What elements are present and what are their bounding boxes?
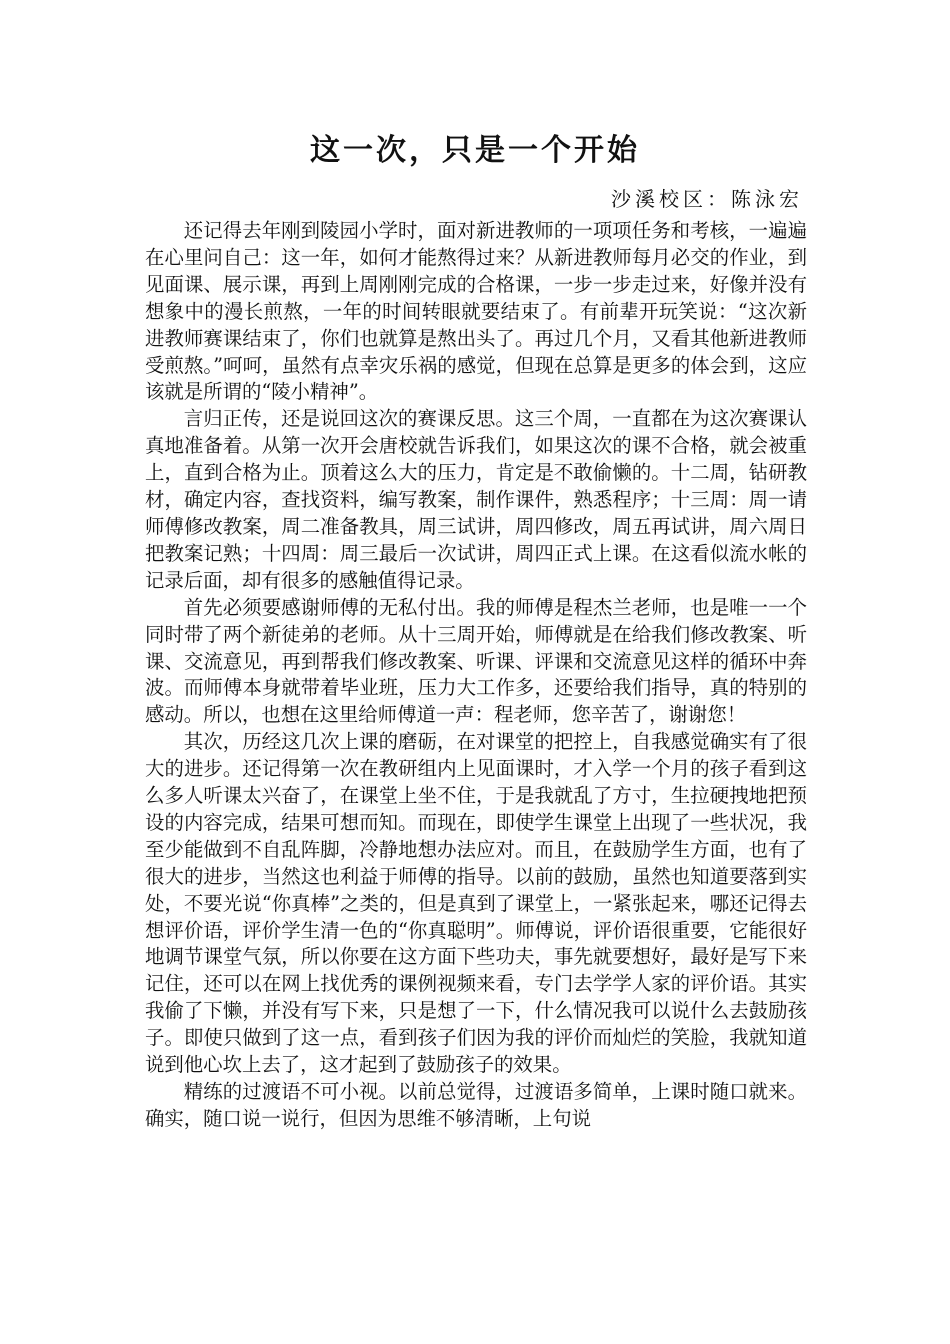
paragraph-2: 言归正传，还是说回这次的赛课反思。这三个周，一直都在为这次赛课认真地准备着。从第一次开会唐校就告诉我们，如果这次的课不合格，就会被重上，直到合格为止。顶着这么大的压力，肯定是不敢偷懒的。十二周，钻研教材，确定内容，查找资料，编写教案，制作课件，熟悉程序；十三周：周一请师傅修改教案，周二准备教具，周三试讲，周四修改，周五再试讲，周六周日把教案记熟；十四周：周三最后一次试讲，周四正式上课。在这看似流水帐的记录后面，却有很多的感触值得记录。 <box>145 407 807 592</box>
paragraph-4: 其次，历经这几次上课的磨砺，在对课堂的把控上，自我感觉确实有了很大的进步。还记得第一次在教研组内上见面课时，才入学一个月的孩子看到这么多人听课太兴奋了，在课堂上坐不住，于是我就乱了方寸，生拉硬拽地把预设的内容完成，结果可想而知。而现在，即使学生课堂上出现了一些状况，我至少能做到不自乱阵脚，冷静地想办法应对。而且，在鼓励学生方面，也有了很大的进步，当然这也利益于师傅的指导。以前的鼓励，虽然也知道要落到实处，不要光说“你真棒”之类的，但是真到了课堂上，一紧张起来，哪还记得去想评价语，评价学生清一色的“你真聪明”。师傅说，评价语很重要，它能很好地调节课堂气氛，所以你要在这方面下些功夫，事先就要想好，最好是写下来记住，还可以在网上找优秀的课例视频来看，专门去学学人家的评价语。其实我偷了下懒，并没有写下来，只是想了一下，什么情况我可以说什么去鼓励孩子。即使只做到了这一点，看到孩子们因为我的评价而灿烂的笑脸，我就知道说到他心坎上去了，这才起到了鼓励孩子的效果。 <box>145 730 807 1077</box>
document-body <box>145 218 807 1133</box>
document-title: 这一次，只是一个开始 <box>310 133 640 168</box>
paragraph-5: 精练的过渡语不可小视。以前总觉得，过渡语多简单，上课时随口就来。确实，随口说一说行，但因为思维不够清晰，上句说 <box>145 1080 807 1130</box>
author-line: 沙溪校区：陈泳宏 <box>611 187 803 211</box>
paragraph-1: 还记得去年刚到陵园小学时，面对新进教师的一项项任务和考核，一遍遍在心里问自己：这一年，如何才能熬得过来？从新进教师每月必交的作业，到见面课、展示课，再到上周刚刚完成的合格课，一步一步走过来，好像并没有想象中的漫长煎熬，一年的时间转眼就要结束了。有前辈开玩笑说：“这次新进教师赛课结束了，你们也就算是熬出头了。再过几个月，又看其他新进教师受煎熬。”呵呵，虽然有点幸灾乐祸的感觉，但现在总算是更多的体会到，这应该就是所谓的“陵小精神”。 <box>145 219 807 404</box>
paragraph-3: 首先必须要感谢师傅的无私付出。我的师傅是程杰兰老师，也是唯一一个同时带了两个新徒弟的老师。从十三周开始，师傅就是在给我们修改教案、听课、交流意见，再到帮我们修改教案、听课、评课和交流意见这样的循环中奔波。而师傅本身就带着毕业班，压力大工作多，还要给我们指导，真的特别的感动。所以，也想在这里给师傅道一声：程老师，您辛苦了，谢谢您！ <box>145 595 807 727</box>
